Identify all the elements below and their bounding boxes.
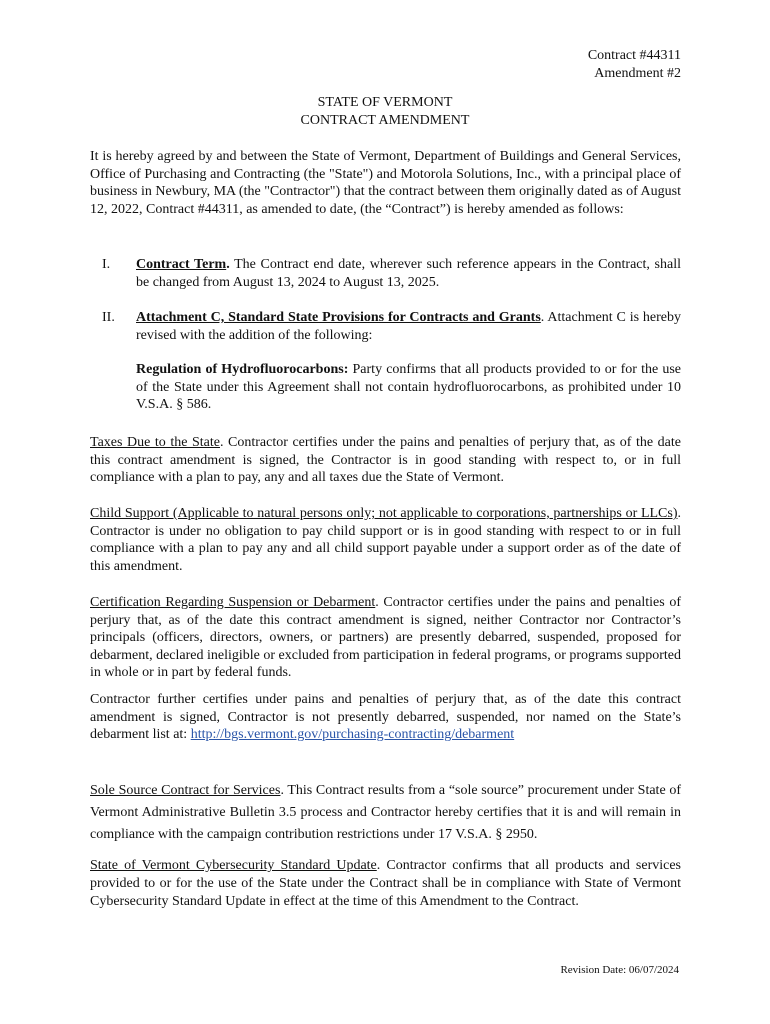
section-attachment-c xyxy=(90,309,681,414)
taxes-paragraph xyxy=(90,434,681,487)
section-number: II. xyxy=(102,310,115,325)
hydrofluorocarbons-paragraph xyxy=(136,361,681,414)
sole-source-paragraph xyxy=(90,780,681,846)
section-heading-punct: . xyxy=(540,310,545,325)
cybersecurity-text: . Contractor confirms that all products and services provided to or for the use of the State under the Contract shall be in compliance with State of Vermont Cybersecurity Standard Update in effect at the time of this Amendment to the Contract. xyxy=(90,858,681,909)
debarment-heading: Certification Regarding Suspension or Debarment xyxy=(90,595,376,610)
title-line-2: CONTRACT AMENDMENT xyxy=(300,113,470,128)
section-heading: Contract Term xyxy=(136,257,227,272)
debarment-list-text: Contractor further certifies under pains and penalties of perjury that, as of the date this contract amendment is signed, Contractor is not presently debarred, suspended, nor named on the State’s debarment list at: xyxy=(90,692,681,743)
section-body xyxy=(136,309,681,344)
amendment-number: Amendment #2 xyxy=(594,66,681,81)
contract-number: Contract #44311 xyxy=(587,48,681,63)
child-support-text: . Contractor is under no obligation to pay child support or is in good standing with respect to or in full compliance with a plan to pay any and all child support payable under a support order as of the date of this amendment. xyxy=(90,506,681,574)
section-heading-punct: . xyxy=(226,257,230,272)
title-line-1: STATE OF VERMONT xyxy=(317,95,453,110)
section-text: The Contract end date, wherever such reference appears in the Contract, shall be changed from August 13, 2024 to August 13, 2025. xyxy=(136,257,681,290)
sub-text: Party confirms that all products provided to or for the use of the State under this Agreement shall not contain hydrofluorocarbons, as prohibited under 10 V.S.A. § 586. xyxy=(136,362,681,413)
sub-heading: Regulation of Hydrofluorocarbons: xyxy=(136,362,349,378)
section-contract-term xyxy=(90,256,681,291)
debarment-paragraph xyxy=(90,594,681,682)
child-support-heading: Child Support (Applicable to natural persons only; not applicable to corporations, partnerships or LLCs) xyxy=(90,506,678,521)
taxes-heading: Taxes Due to the State xyxy=(90,435,220,450)
cybersecurity-paragraph xyxy=(90,857,681,911)
taxes-text: . Contractor certifies under the pains and penalties of perjury that, as of the date this contract amendment is signed, the Contractor is in good standing with respect to, or in full compliance with a plan to pay, any and all taxes due the State of Vermont. xyxy=(90,435,681,486)
section-body xyxy=(136,256,681,291)
sole-source-text: . This Contract results from a “sole source” procurement under State of Vermont Administrative Bulletin 3.5 process and Contractor hereby certifies that it is and will remain in compliance with the campaign contribution restrictions under 17 V.S.A. § 2950. xyxy=(90,783,681,842)
section-text: Attachment C is hereby revised with the addition of the following: xyxy=(136,310,682,343)
revision-date: Revision Date: 06/07/2024 xyxy=(560,964,679,976)
contract-header xyxy=(588,47,681,83)
child-support-paragraph xyxy=(90,505,681,575)
cybersecurity-heading: State of Vermont Cybersecurity Standard Update xyxy=(90,858,377,873)
section-heading: Attachment C, Standard State Provisions for Contracts and Grants xyxy=(136,310,541,325)
debarment-text: . Contractor certifies under the pains and penalties of perjury that, as of the date this contract amendment is signed, neither Contractor nor Contractor’s principals (officers, directors, owners, or partners) are presently debarred, suspended, proposed for debarment, declared ineligible or excluded from participation in federal programs, or programs supported in whole or in part by federal funds. xyxy=(90,595,681,681)
debarment-list-paragraph xyxy=(90,691,681,744)
document-title xyxy=(0,94,770,130)
sole-source-heading: Sole Source Contract for Services xyxy=(90,783,281,798)
intro-paragraph: It is hereby agreed by and between the State of Vermont, Department of Buildings and General Services, Office of Purchasing and Contracting (the "State") and Motorola Solutions, Inc., with a principal place of business in Newbury, MA (the "Contractor") that the contract between them originally dated as of August 12, 2022, Contract #44311, as amended to date, (the “Contract”) is hereby amended as follows: xyxy=(90,149,681,217)
debarment-list-link[interactable]: http://bgs.vermont.gov/purchasing-contracting/debarment xyxy=(190,727,515,743)
section-number: I. xyxy=(102,257,111,272)
